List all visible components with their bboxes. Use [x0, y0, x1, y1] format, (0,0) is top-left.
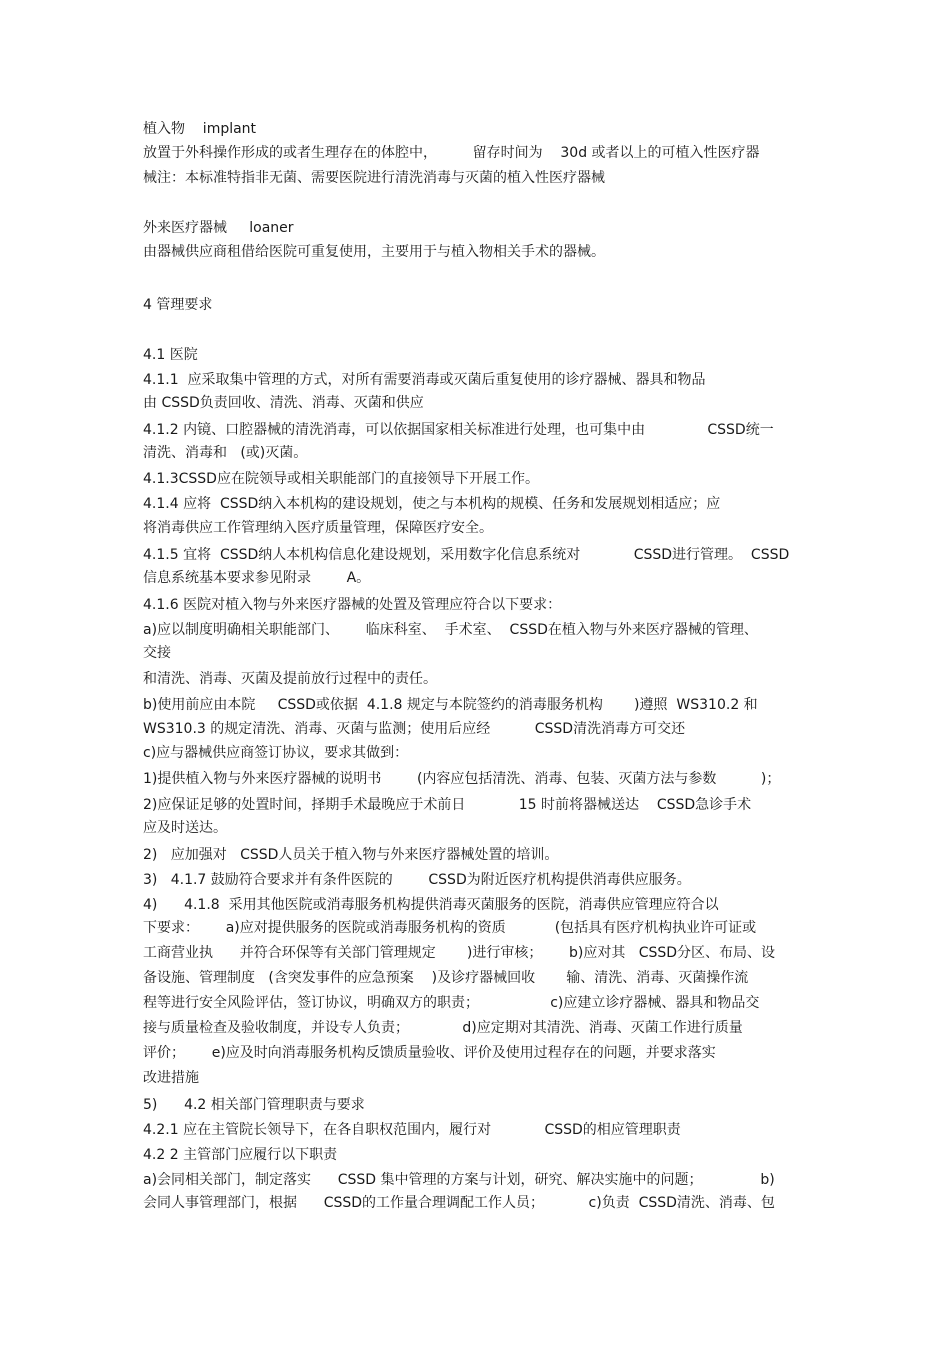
clause-4-2-1: 4.2.1 应在主管院长领导下，在各自职权范围内，履行对 CSSD的相应管理职责 [143, 1122, 681, 1138]
clause-4-1-1-line-2: 由 CSSD负责回收、清洗、消毒、灭菌和供应 [143, 395, 424, 411]
clause-4-1-1-line-1: 4.1.1 应采取集中管理的方式，对所有需要消毒或灭菌后重复使用的诊疗器械、器具和物品 [143, 372, 706, 388]
clause-4-1-3: 4.1.3CSSD应在院领导或相关职能部门的直接领导下开展工作。 [143, 471, 539, 487]
term-implant-definition: 放置于外科操作形成的或者生理存在的体腔中， 留存时间为 30d 或者以上的可植入性医疗器 [143, 145, 760, 161]
sub-item-4-line-1: 4) 4.1.8 采用其他医院或消毒服务机构提供消毒灭菌服务的医院，消毒供应管理应符合以 [143, 897, 719, 913]
section-heading-4: 4 管理要求 [143, 297, 213, 313]
sub-item-4-line-2: 下要求： a)应对提供服务的医院或消毒服务机构的资质 (包括具有医疗机构执业许可证或 [143, 920, 757, 936]
term-loaner-heading: 外来医疗器械 loaner [143, 220, 294, 236]
clause-4-1-2-line-1: 4.1.2 内镜、口腔器械的清洗消毒，可以依据国家相关标准进行处理，也可集中由 CSSD统一 [143, 422, 774, 438]
sub-item-4-line-7: 评价； e)应及时向消毒服务机构反馈质量验收、评价及使用过程存在的问题，并要求落实 [143, 1045, 716, 1061]
sub-item-2-line-2: 应及时送达。 [143, 820, 227, 836]
item-a-line-3: 和清洗、消毒、灭菌及提前放行过程中的责任。 [143, 671, 437, 687]
section-heading-4-1: 4.1 医院 [143, 347, 198, 363]
clause-4-2-2: 4.2 2 主管部门应履行以下职责 [143, 1147, 338, 1163]
clause-4-1-2-line-2: 清洗、消毒和 (或)灭菌。 [143, 445, 308, 461]
sub-item-1: 1)提供植入物与外来医疗器械的说明书 (内容应包括清洗、消毒、包装、灭菌方法与参数 )； [143, 771, 781, 787]
sub-item-3: 3) 4.1.7 鼓励符合要求并有条件医院的 CSSD为附近医疗机构提供消毒供应服务。 [143, 872, 691, 888]
sub-item-4-line-3: 工商营业执 并符合环保等有关部门管理规定 )进行审核； b)应对其 CSSD分区、布局、设 [143, 945, 776, 961]
clause-4-1-6: 4.1.6 医院对植入物与外来医疗器械的处置及管理应符合以下要求： [143, 597, 562, 613]
sub-item-4-line-8: 改进措施 [143, 1070, 199, 1086]
clause-4-1-4-line-2: 将消毒供应工作管理纳入医疗质量管理，保障医疗安全。 [143, 520, 493, 536]
item-c: c)应与器械供应商签订协议，要求其做到： [143, 745, 409, 761]
term-loaner-definition: 由器械供应商租借给医院可重复使用，主要用于与植入物相关手术的器械。 [143, 244, 605, 260]
term-implant-note: 械注：本标准特指非无菌、需要医院进行清洗消毒与灭菌的植入性医疗器械 [143, 170, 605, 186]
clause-4-2-2-line-1: a)会同相关部门，制定落实 CSSD 集中管理的方案与计划，研究、解决实施中的问题； b) [143, 1172, 775, 1188]
clause-4-1-5-line-2: 信息系统基本要求参见附录 A。 [143, 570, 371, 586]
clause-4-1-5-line-1: 4.1.5 宜将 CSSD纳人本机构信息化建设规划，采用数字化信息系统对 CSSD进行管理。 CSSD [143, 547, 790, 563]
item-b-line-1: b)使用前应由本院 CSSD或依据 4.1.8 规定与本院签约的消毒服务机构 )遵照 WS310.2 和 [143, 697, 758, 713]
sub-item-4-line-6: 接与质量检查及验收制度，并设专人负责； d)应定期对其清洗、消毒、灭菌工作进行质量 [143, 1020, 743, 1036]
sub-item-4-line-4: 备设施、管理制度 (含突发事件的应急预案 )及诊疗器械回收 输、清洗、消毒、灭菌操作流 [143, 970, 749, 986]
sub-item-2-training: 2) 应加强对 CSSD人员关于植入物与外来医疗器械处置的培训。 [143, 847, 559, 863]
sub-item-2-line-1: 2)应保证足够的处置时间，择期手术最晚应于术前日 15 时前将器械送达 CSSD急诊手术 [143, 797, 752, 813]
item-b-line-2: WS310.3 的规定清洗、消毒、灭菌与监测；使用后应经 CSSD清洗消毒方可交还 [143, 721, 686, 737]
item-a-line-1: a)应以制度明确相关职能部门、 临床科室、 手术室、 CSSD在植入物与外来医疗器械的管理、 [143, 622, 758, 638]
term-implant-heading: 植入物 implant [143, 121, 257, 137]
clause-4-1-4-line-1: 4.1.4 应将 CSSD纳入本机构的建设规划，使之与本机构的规模、任务和发展规划相适应；应 [143, 496, 721, 512]
section-heading-4-2: 5) 4.2 相关部门管理职责与要求 [143, 1097, 365, 1113]
sub-item-4-line-5: 程等进行安全风险评估，签订协议，明确双方的职责； c)应建立诊疗器械、器具和物品交 [143, 995, 760, 1011]
clause-4-2-2-line-2: 会同人事管理部门，根据 CSSD的工作量合理调配工作人员； c)负责 CSSD清洗、消毒、包 [143, 1195, 775, 1211]
item-a-line-2: 交接 [143, 645, 171, 661]
